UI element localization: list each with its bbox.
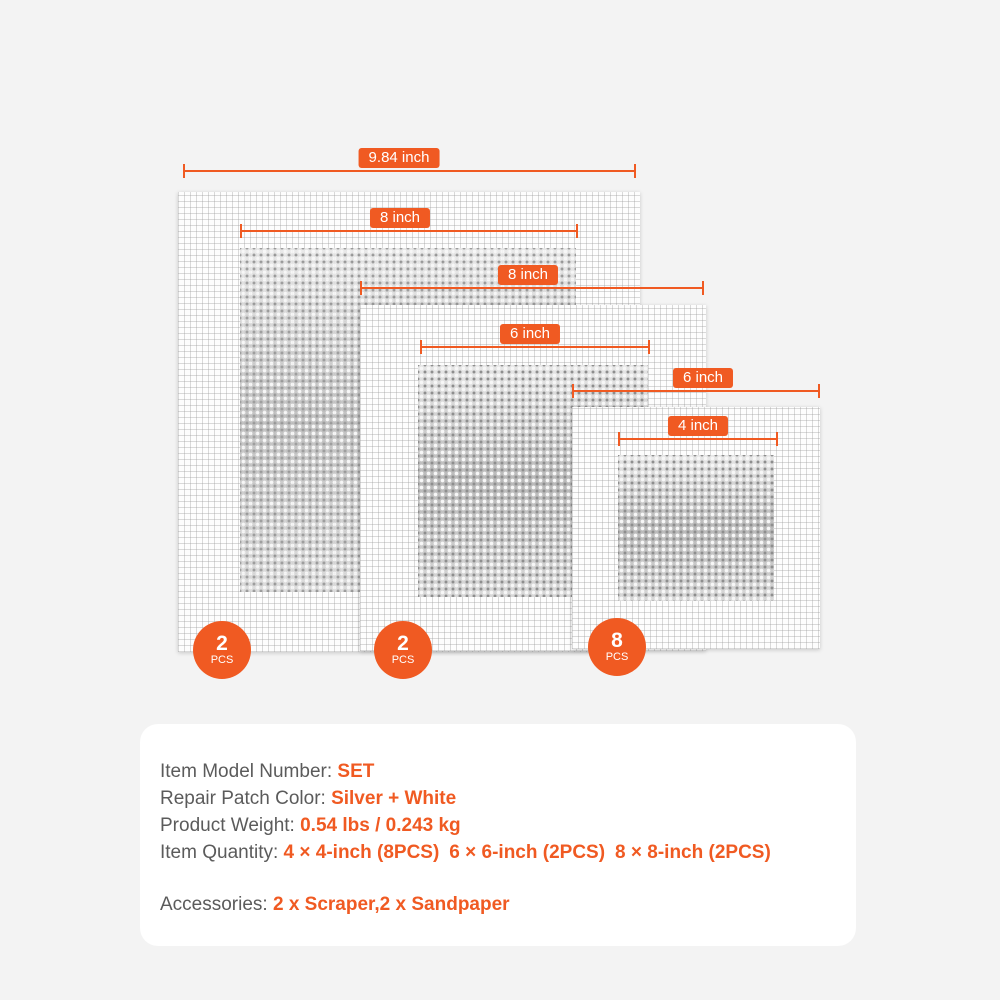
measure-line (183, 170, 636, 172)
measure-label: 8 inch (370, 208, 430, 228)
spec-value: Silver + White (331, 788, 457, 809)
small-outer-measure (572, 368, 820, 392)
spec-label: Item Quantity: (160, 842, 284, 863)
medium-inner-measure (420, 324, 650, 348)
small-inner-measure (618, 416, 778, 440)
badge-count: 2 (216, 631, 228, 655)
measure-line (572, 390, 820, 392)
measure-line (618, 438, 778, 440)
spec-label: Repair Patch Color: (160, 788, 332, 809)
quantity-badge-large (193, 621, 251, 679)
spec-value: SET (337, 761, 375, 782)
measure-label: 9.84 inch (359, 148, 440, 168)
quantity-badge-medium (374, 621, 432, 679)
large-outer-measure (183, 148, 636, 172)
measure-line (240, 230, 578, 232)
spec-value: 6 × 6-inch (2PCS) (449, 842, 606, 863)
spec-color (160, 785, 836, 812)
measure-label: 4 inch (668, 416, 728, 436)
spec-card (140, 724, 856, 946)
spec-model (160, 758, 836, 785)
badge-unit: PCS (391, 653, 415, 666)
small-patch (572, 407, 820, 652)
spec-label: Product Weight: (160, 815, 301, 836)
measure-label: 6 inch (500, 324, 560, 344)
measure-line (360, 287, 704, 289)
spec-label: Item Model Number: (160, 761, 338, 782)
spec-value: 8 × 8-inch (2PCS) (615, 842, 771, 863)
spec-accessories (160, 891, 836, 918)
spec-value: 4 × 4-inch (8PCS) (283, 842, 440, 863)
badge-unit: PCS (605, 650, 629, 663)
small-patch-mesh (618, 455, 774, 601)
spec-value: 0.54 lbs / 0.243 kg (300, 815, 461, 836)
large-inner-measure (240, 208, 578, 232)
spec-weight (160, 812, 836, 839)
measure-line (420, 346, 650, 348)
medium-outer-measure (360, 265, 704, 289)
badge-count: 2 (397, 631, 409, 655)
measure-label: 6 inch (673, 368, 733, 388)
spec-label: Accessories: (160, 894, 273, 915)
badge-unit: PCS (210, 653, 234, 666)
quantity-badge-small (588, 618, 646, 676)
spec-quantity (160, 839, 836, 866)
badge-count: 8 (611, 628, 623, 652)
measure-label: 8 inch (498, 265, 558, 285)
spec-value: 2 x Scraper,2 x Sandpaper (272, 894, 510, 915)
